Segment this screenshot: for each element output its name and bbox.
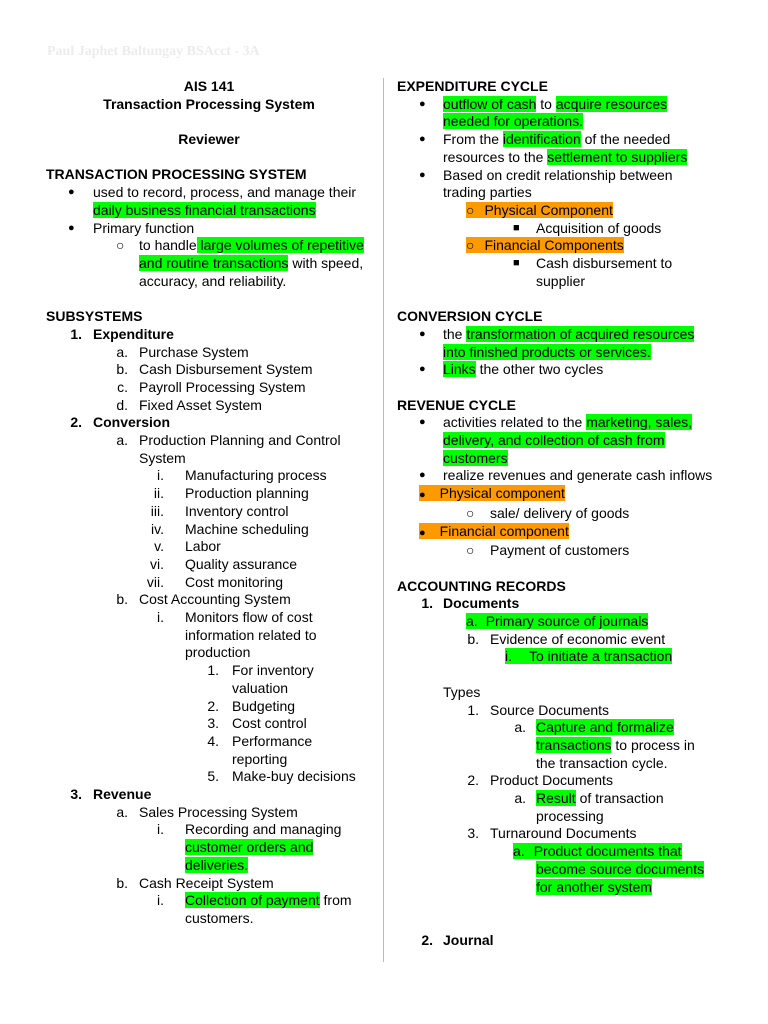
list-item: ○ Physical Component xyxy=(466,201,613,218)
list-item: ● outflow of cash to acquire resources needed for operations. xyxy=(419,95,668,130)
heading-conversion-cycle: CONVERSION CYCLE xyxy=(397,308,543,325)
list-item: a. Result of transaction processing xyxy=(514,790,664,824)
list-item: 1. Expenditure xyxy=(70,325,174,342)
list-item: b. Cost Accounting System xyxy=(116,591,291,608)
list-item: vii. Cost monitoring xyxy=(146,573,284,590)
list-item: b. Cash Disbursement System xyxy=(116,361,313,378)
list-item: a. Primary source of journals xyxy=(466,613,649,630)
types-label: Types xyxy=(443,683,481,700)
list-item: ○ sale/ delivery of goods xyxy=(466,504,630,521)
list-item: 4. Performance reporting xyxy=(207,732,313,767)
list-item: iii. Inventory control xyxy=(150,502,289,519)
list-item: 2. Conversion xyxy=(70,414,171,431)
list-item: v. Labor xyxy=(154,538,221,555)
heading-revenue-cycle: REVENUE CYCLE xyxy=(397,396,517,413)
list-item: i. Recording and managing customer orders and deliveries. xyxy=(157,821,342,873)
list-item: ● the transformation of acquired resources into finished products or services. xyxy=(419,325,695,360)
list-item: ii. Production planning xyxy=(153,485,309,502)
list-item: 3. Turnaround Documents xyxy=(467,825,637,842)
course-title: Transaction Processing System xyxy=(103,95,315,112)
list-item: ■ Cash disbursement to supplier xyxy=(513,255,673,289)
list-item: ○ Payment of customers xyxy=(466,542,630,559)
list-item: i. Monitors flow of cost information related to production xyxy=(157,609,317,661)
list-item: ● activities related to the marketing, sales, delivery, and collection of cash from customers xyxy=(419,414,693,466)
course-code: AIS 141 xyxy=(183,78,235,94)
list-item: ● From the identification of the needed resources to the settlement to suppliers xyxy=(419,131,688,165)
list-item: vi. Quality assurance xyxy=(150,555,298,572)
list-item: i. To initiate a transaction xyxy=(505,648,673,665)
list-item: ○ Financial Components xyxy=(466,237,624,254)
list-item: 1. Documents xyxy=(421,595,520,612)
list-item: a. Production Planning and Control System xyxy=(116,432,341,466)
list-item: 3. Cost control xyxy=(207,715,307,732)
heading-expenditure-cycle: EXPENDITURE CYCLE xyxy=(397,78,548,94)
list-item: b. Cash Receipt System xyxy=(116,874,274,891)
doc-type-title: Reviewer xyxy=(178,131,240,148)
list-item: a. Capture and formalize transactions to process in the transaction cycle. xyxy=(514,719,695,771)
list-item: ■ Acquisition of goods xyxy=(513,219,662,236)
list-item: 1. For inventory valuation xyxy=(207,662,314,696)
list-item: d. Fixed Asset System xyxy=(116,396,262,413)
list-item: 2. Journal xyxy=(421,931,494,948)
list-item: 2. Budgeting xyxy=(207,697,296,714)
list-item: 1. Source Documents xyxy=(467,701,610,718)
watermark: Paul Japhet Baltungay BSAcct - 3A xyxy=(47,44,260,59)
list-item: 2. Product Documents xyxy=(467,772,613,789)
list-item: 5. Make-buy decisions xyxy=(207,768,356,785)
list-item: a. Purchase System xyxy=(116,343,249,360)
list-item: ● Links the other two cycles xyxy=(419,361,604,378)
list-item: ● Primary function xyxy=(68,219,195,236)
list-item: 3. Revenue xyxy=(70,786,152,803)
list-item: a. Sales Processing System xyxy=(116,803,298,820)
list-item: ● Physical component xyxy=(419,485,565,502)
list-item: i. Collection of payment from customers. xyxy=(157,892,352,926)
list-item: ○ to handle large volumes of repetitive and routine transactions with speed, accuracy, and reliability. xyxy=(116,237,364,289)
heading-accounting-records: ACCOUNTING RECORDS xyxy=(397,577,566,594)
list-item: ● Financial component xyxy=(419,522,569,539)
heading-tps: TRANSACTION PROCESSING SYSTEM xyxy=(46,166,307,183)
right-column xyxy=(397,78,727,949)
list-item: i. Manufacturing process xyxy=(157,467,327,484)
list-item: ● used to record, process, and manage their daily business financial transactions xyxy=(68,184,357,218)
list-item: ● Based on credit relationship between trading parties xyxy=(419,166,673,201)
left-column xyxy=(46,78,372,928)
list-item: ● realize revenues and generate cash inflows xyxy=(419,467,713,484)
column-divider xyxy=(383,78,384,962)
heading-subsystems: SUBSYSTEMS xyxy=(46,308,143,325)
list-item: iv. Machine scheduling xyxy=(151,520,309,537)
list-item: b. Evidence of economic event xyxy=(467,630,666,647)
list-item: c. Payroll Processing System xyxy=(117,378,306,395)
list-item: a. Product documents that become source documents for another system xyxy=(513,843,705,895)
